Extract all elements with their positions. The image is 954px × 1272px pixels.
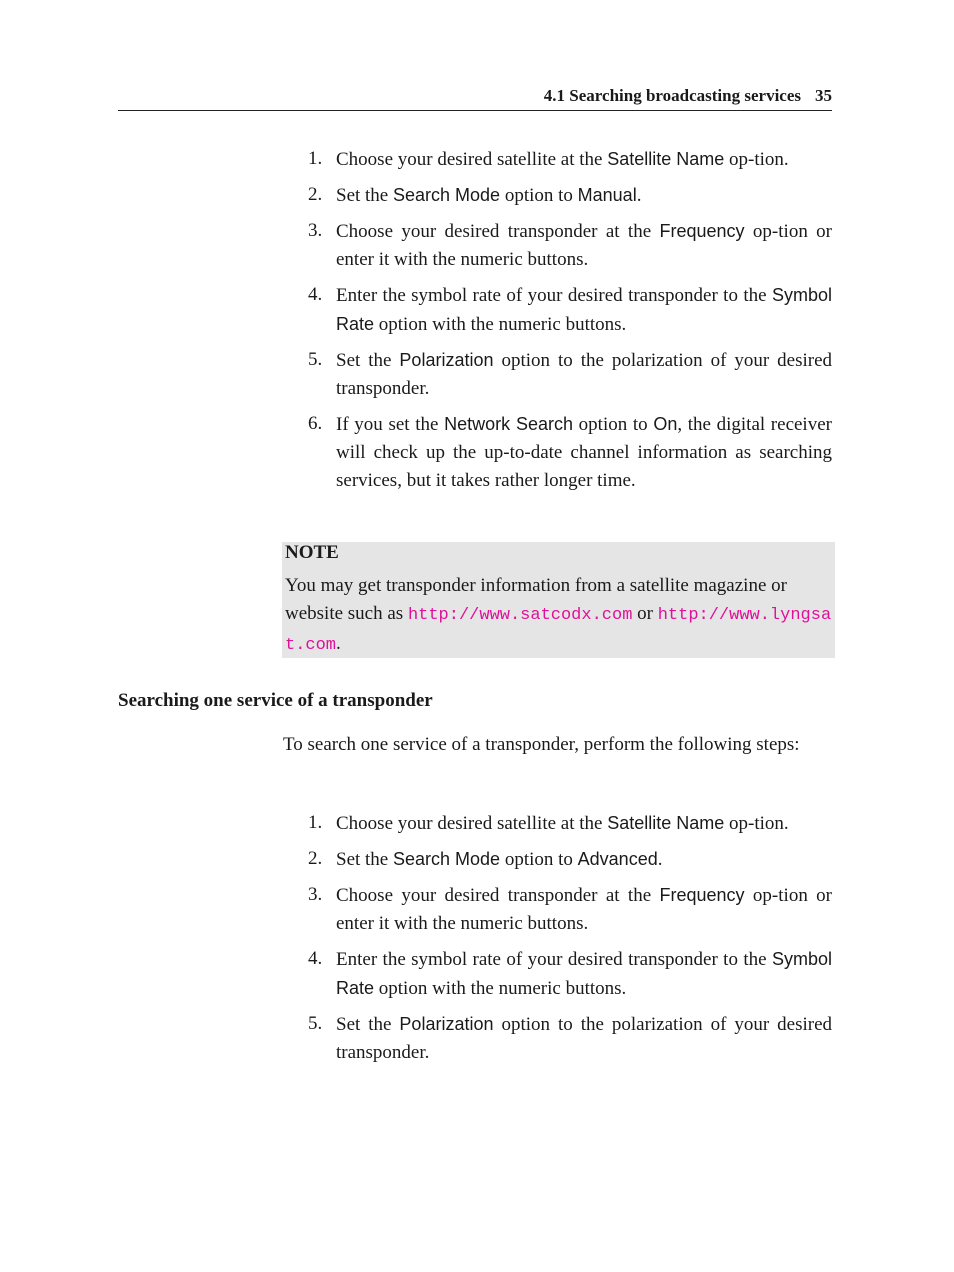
option-name: Network Search <box>444 414 574 434</box>
option-name: Polarization <box>399 1014 494 1034</box>
item-text: option to the polarization of your desired transponder. <box>336 1014 833 1063</box>
list-item <box>308 845 832 874</box>
option-name: Search Mode <box>393 849 501 869</box>
option-name: Search Mode <box>393 185 501 205</box>
note-text: . <box>336 633 341 654</box>
item-number: 4. <box>308 284 323 305</box>
option-name: Satellite Name <box>607 149 725 169</box>
option-name: Symbol Rate <box>336 285 832 334</box>
header-section-title: 4.1 Searching broadcasting services <box>543 86 801 105</box>
item-text: option to <box>500 185 578 206</box>
note-text: You may get transponder information from a satellite magazine or website such as <box>285 575 787 624</box>
item-text: If you set the <box>336 414 445 435</box>
satcodx-link[interactable]: http://www.satcodx.com <box>407 606 633 625</box>
item-number: 3. <box>308 220 323 241</box>
running-header <box>118 86 832 111</box>
option-name: Polarization <box>399 350 494 370</box>
note-box <box>282 542 835 658</box>
list-item <box>308 945 832 1003</box>
option-name: Symbol Rate <box>336 949 832 998</box>
item-number: 3. <box>308 884 323 905</box>
list-item <box>308 281 832 339</box>
item-text: . <box>636 185 642 206</box>
item-text: Set the <box>336 350 400 371</box>
item-number: 4. <box>308 948 323 969</box>
note-text: or <box>632 603 658 624</box>
list-item <box>308 410 832 495</box>
list-item <box>308 1010 832 1067</box>
list-item <box>308 145 832 174</box>
item-text: Choose your desired satellite at the <box>336 149 608 170</box>
item-number: 1. <box>308 148 323 169</box>
item-text: op-tion or enter it with the numeric buttons. <box>336 885 833 934</box>
steps-list-manual <box>308 145 832 502</box>
item-text: op-tion. <box>724 813 789 834</box>
list-item <box>308 217 832 274</box>
list-item <box>308 181 832 210</box>
intro-paragraph: To search one service of a transponder, perform the following steps: <box>283 734 800 755</box>
item-text: op-tion or enter it with the numeric buttons. <box>336 221 833 270</box>
option-name: Satellite Name <box>607 813 725 833</box>
item-text: option to <box>500 849 578 870</box>
list-item <box>308 881 832 938</box>
item-text: Set the <box>336 1014 400 1035</box>
item-number: 2. <box>308 184 323 205</box>
item-number: 1. <box>308 812 323 833</box>
section-heading: Searching one service of a transponder <box>118 690 433 711</box>
item-text: option to <box>573 414 654 435</box>
list-item <box>308 346 832 403</box>
note-title: NOTE <box>285 542 339 563</box>
item-text: option to the polarization of your desired transponder. <box>336 350 833 399</box>
option-value: On <box>653 414 678 434</box>
option-name: Frequency <box>659 885 745 905</box>
item-text: . <box>657 849 663 870</box>
item-number: 5. <box>308 349 323 370</box>
option-value: Manual <box>577 185 637 205</box>
item-text: Enter the symbol rate of your desired transponder to the <box>336 285 772 306</box>
item-number: 5. <box>308 1013 323 1034</box>
page-number: 35 <box>815 86 832 105</box>
lyngsat-link[interactable]: http://www.lyngsat.com <box>285 606 832 655</box>
item-text: Set the <box>336 185 393 206</box>
item-text: option with the numeric buttons. <box>374 314 627 335</box>
list-item <box>308 809 832 838</box>
item-text: Choose your desired transponder at the <box>336 221 660 242</box>
item-number: 2. <box>308 848 323 869</box>
item-text: Choose your desired satellite at the <box>336 813 608 834</box>
item-text: Enter the symbol rate of your desired transponder to the <box>336 949 772 970</box>
steps-list-advanced <box>308 809 832 1074</box>
item-text: , the digital receiver will check up the up-to-date channel information as searching services, but it takes rather longer time. <box>336 414 832 491</box>
item-text: Choose your desired transponder at the <box>336 885 660 906</box>
item-text: Set the <box>336 849 393 870</box>
option-name: Frequency <box>659 221 745 241</box>
item-text: option with the numeric buttons. <box>374 978 627 999</box>
item-number: 6. <box>308 413 323 434</box>
option-value: Advanced <box>577 849 658 869</box>
item-text: op-tion. <box>724 149 789 170</box>
